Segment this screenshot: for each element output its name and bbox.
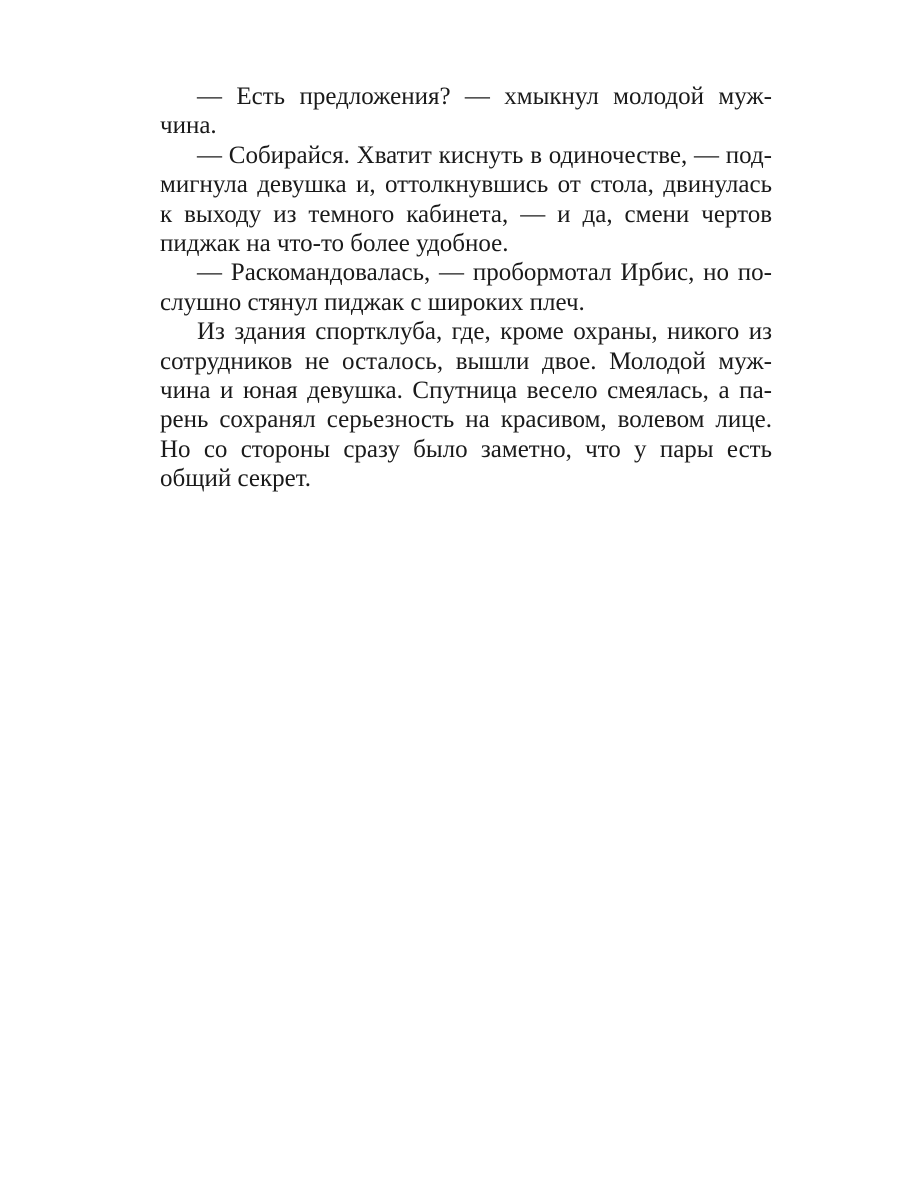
paragraph — [160, 82, 772, 141]
text-line: общий секрет. — [160, 465, 312, 493]
body-text — [160, 82, 772, 493]
paragraph — [160, 317, 772, 493]
text-line: рень сохранял серьезность на красивом, волевом лице. — [160, 406, 772, 434]
text-line: — Раскомандовалась, — пробормотал Ирбис, но по- — [197, 259, 772, 287]
paragraph — [160, 141, 772, 259]
text-line: чина и юная девушка. Спутница весело смеялась, а па- — [160, 376, 772, 404]
text-line: — Есть предложения? — хмыкнул молодой муж- — [197, 83, 772, 110]
text-line: — Собирайся. Хватит киснуть в одиночестве, — под- — [197, 141, 772, 169]
text-line: мигнула девушка и, оттолкнувшись от стола, двинулась — [160, 171, 772, 199]
text-line: сотрудников не осталось, вышли двое. Молодой муж- — [160, 347, 772, 375]
text-line: слушно стянул пиджак с широких плеч. — [160, 288, 585, 316]
text-line: чина. — [160, 112, 217, 140]
paragraph — [160, 258, 772, 317]
text-line: Из здания спортклуба, где, кроме охраны, никого из — [197, 318, 772, 346]
text-line: Но со стороны сразу было заметно, что у пары есть — [160, 435, 772, 463]
text-line: к выходу из темного кабинета, — и да, смени чертов — [160, 200, 772, 228]
text-line: пиджак на что-то более удобное. — [160, 229, 509, 257]
